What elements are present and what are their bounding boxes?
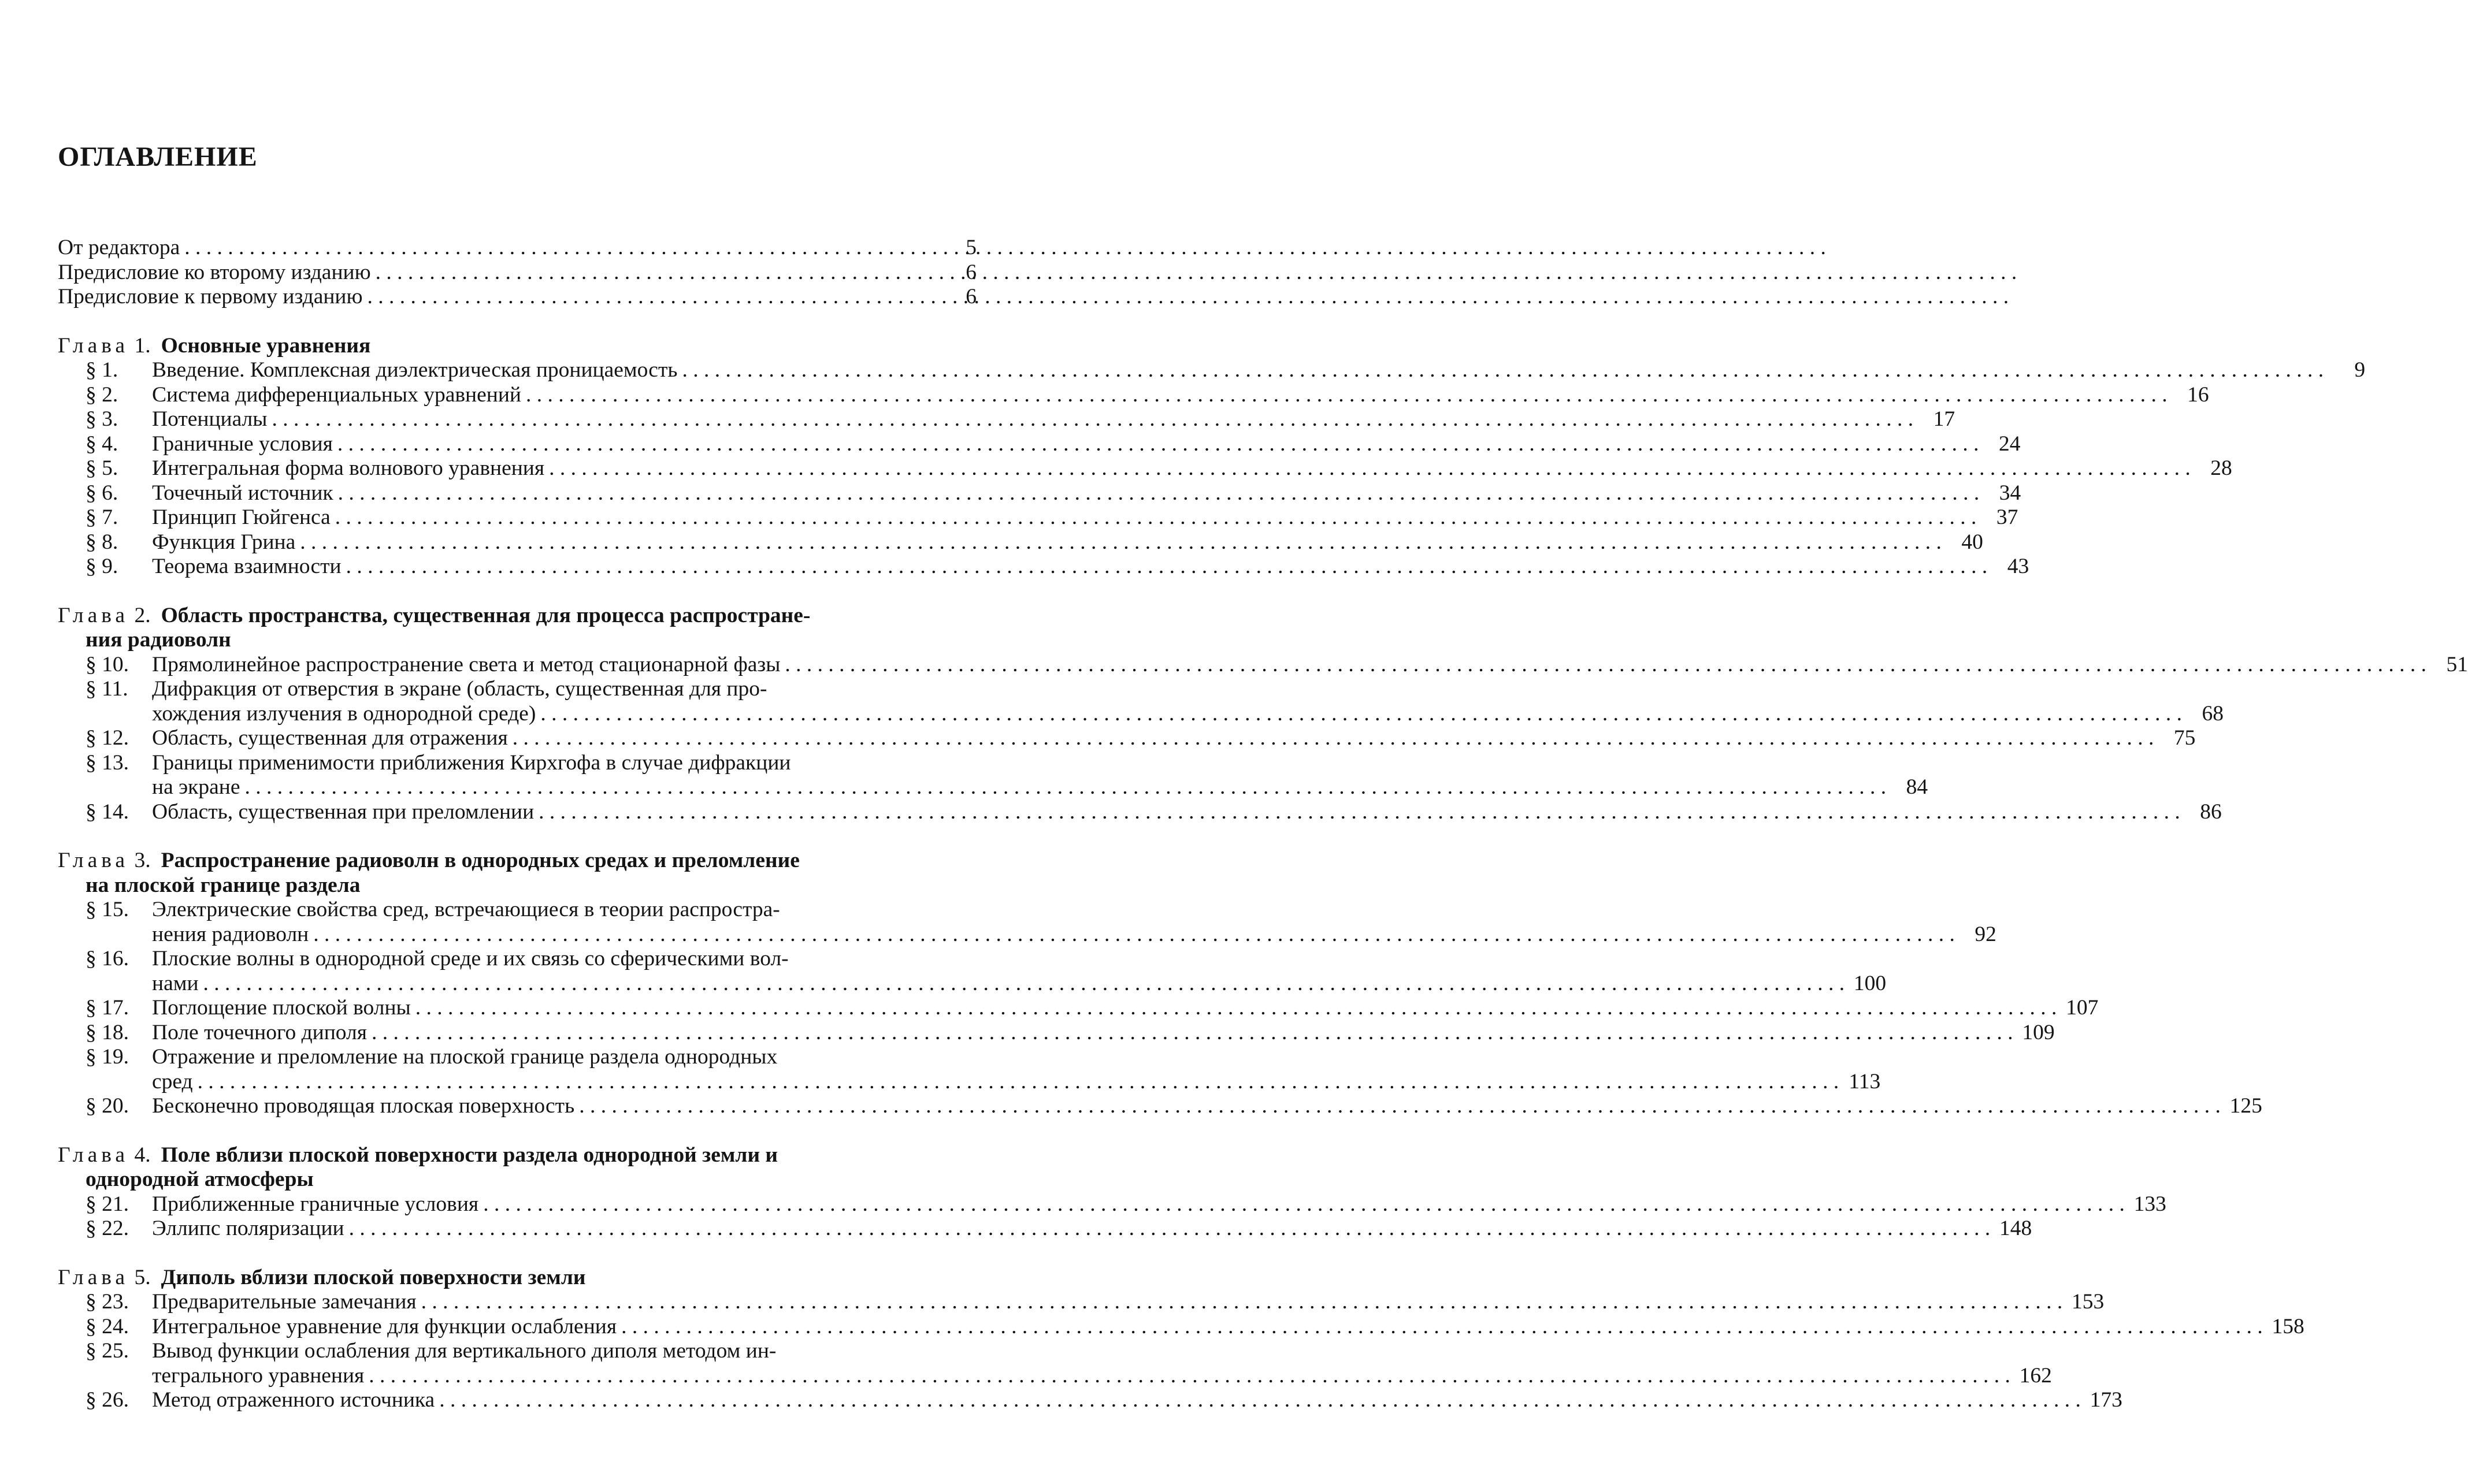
section-title: нения радиоволн xyxy=(152,922,309,946)
section-number: § 6. xyxy=(86,481,118,505)
section-page-number: 37 xyxy=(1996,505,2018,529)
section-page-number: 133 xyxy=(2133,1192,2166,1216)
section-title: Метод отраженного источника xyxy=(152,1388,435,1412)
section-title-last-line xyxy=(152,726,2195,751)
dot-leader xyxy=(349,1217,1991,1241)
section-entry[interactable] xyxy=(58,1217,2032,1241)
dot-leader xyxy=(184,236,935,261)
section-body xyxy=(152,996,2098,1021)
section-page-number: 43 xyxy=(2007,555,2029,578)
dot-leader xyxy=(369,1364,2010,1389)
section-title-last-line xyxy=(152,530,1983,555)
dot-leader xyxy=(376,261,935,285)
section-number: § 12. xyxy=(86,726,129,750)
section-body xyxy=(152,1192,2166,1217)
section-entry[interactable] xyxy=(58,1290,2105,1315)
section-page-number: 125 xyxy=(2229,1094,2262,1118)
dot-leader xyxy=(335,505,1977,530)
section-title: Система дифференциальных уравнений xyxy=(152,382,521,407)
section-page-number: 40 xyxy=(1961,530,1983,554)
section-number: § 18. xyxy=(86,1020,129,1044)
section-title-last-line xyxy=(152,505,2018,530)
section-number: § 5. xyxy=(86,456,118,480)
section-body xyxy=(152,481,2021,506)
section-page-number: 148 xyxy=(1999,1217,2032,1240)
section-title: на экране xyxy=(152,775,240,799)
section-number: § 2. xyxy=(86,382,118,407)
section-number: § 1. xyxy=(86,358,118,382)
dot-leader xyxy=(540,702,2182,727)
chapter-title: Поле вблизи плоской поверхности раздела однородной земли и xyxy=(161,1143,778,1167)
section-title-last-line xyxy=(152,1290,2104,1315)
section-title: Предварительные замечания xyxy=(152,1290,417,1314)
section-body xyxy=(152,358,2365,383)
section-title-last-line xyxy=(152,456,2232,481)
section-title: Прямолинейное распространение света и метод стационарной фазы xyxy=(152,652,781,676)
section-entry[interactable] xyxy=(58,530,1983,555)
dot-leader xyxy=(313,923,1955,947)
section-page-number: 16 xyxy=(2187,382,2209,407)
section-body xyxy=(152,1217,2032,1241)
section-page-number: 75 xyxy=(2173,726,2196,750)
chapter-word: Глава xyxy=(58,333,129,358)
section-number: § 19. xyxy=(86,1045,129,1069)
section-title-last-line xyxy=(152,1070,1880,1095)
section-title: Поглощение плоской волны xyxy=(152,996,411,1020)
chapter-heading[interactable] xyxy=(58,604,977,628)
section-entry[interactable] xyxy=(58,799,2222,825)
section-body xyxy=(152,800,2222,825)
section-entry[interactable] xyxy=(58,1020,2055,1046)
section-body xyxy=(152,1045,1880,1094)
section-title-last-line xyxy=(152,407,1955,432)
dot-leader xyxy=(579,1094,2221,1119)
section-title: тегрального уравнения xyxy=(152,1363,365,1388)
section-entry[interactable] xyxy=(58,1388,2122,1413)
section-entry[interactable] xyxy=(58,555,2029,579)
section-entry[interactable] xyxy=(58,1339,2052,1388)
dot-leader xyxy=(198,1070,1839,1095)
dot-leader xyxy=(338,481,1980,506)
section-title-last-line xyxy=(152,702,2224,727)
section-title-last-line xyxy=(152,996,2098,1021)
section-title: сред xyxy=(152,1069,193,1094)
section-body xyxy=(152,407,1955,432)
dot-leader xyxy=(483,1192,2125,1217)
section-body xyxy=(152,505,2018,530)
section-number: § 21. xyxy=(86,1192,129,1216)
table-of-contents xyxy=(58,236,2468,1413)
section-body xyxy=(152,530,1983,555)
section-title: Введение. Комплексная диэлектрическая проницаемость xyxy=(152,358,678,382)
chapter-title: Основные уравнения xyxy=(161,333,371,358)
section-title-line: Отражение и преломление на плоской границе раздела однородных xyxy=(152,1045,778,1069)
section-title-last-line xyxy=(152,1217,2032,1241)
section-entry[interactable] xyxy=(58,505,2018,530)
chapter-title-continued: на плоской границе раздела xyxy=(86,873,361,897)
section-title-last-line xyxy=(152,432,2021,457)
section-title: Теорема взаимности xyxy=(152,555,342,578)
section-entry[interactable] xyxy=(58,1094,2262,1119)
dot-leader xyxy=(621,1315,2263,1340)
chapter-block xyxy=(58,849,2262,1119)
section-title: Интегральная форма волнового уравнения xyxy=(152,456,545,480)
dot-leader xyxy=(526,383,2168,408)
dot-leader xyxy=(346,555,1988,579)
section-number: § 15. xyxy=(86,898,129,921)
section-page-number: 51 xyxy=(2446,652,2468,676)
section-number: § 3. xyxy=(86,407,118,431)
section-body xyxy=(152,1094,2262,1119)
section-number: § 9. xyxy=(86,555,118,578)
page-title: ОГЛАВЛЕНИЕ xyxy=(58,142,258,172)
chapter-block xyxy=(58,1143,2166,1241)
toc-page-number: 5 xyxy=(966,236,977,259)
dot-leader xyxy=(272,407,1913,432)
section-number: § 7. xyxy=(86,505,118,529)
section-title-last-line xyxy=(152,775,1928,800)
dot-leader xyxy=(203,972,1845,996)
section-number: § 25. xyxy=(86,1339,129,1363)
chapter-block xyxy=(58,333,2366,579)
section-title-line: Границы применимости приближения Кирхгофа в случае дифракции xyxy=(152,750,791,775)
dot-leader xyxy=(372,1021,2013,1046)
section-title-last-line xyxy=(152,1364,2052,1389)
chapter-word: Глава xyxy=(58,1143,129,1167)
section-number: § 17. xyxy=(86,996,129,1020)
section-title: Потенциалы xyxy=(152,407,268,431)
section-title-last-line xyxy=(152,1192,2166,1217)
section-title-last-line xyxy=(152,481,2021,506)
section-title-line: Дифракция от отверстия в экране (область, существенная для про- xyxy=(152,677,767,701)
chapter-word: Глава xyxy=(58,603,129,627)
section-title-last-line xyxy=(152,800,2222,825)
section-number: § 20. xyxy=(86,1094,129,1118)
section-number: § 8. xyxy=(86,530,118,554)
section-body xyxy=(152,1315,2304,1340)
section-entry[interactable] xyxy=(58,432,2021,457)
section-page-number: 173 xyxy=(2090,1388,2122,1412)
section-page-number: 28 xyxy=(2210,456,2232,480)
section-body xyxy=(152,456,2232,481)
toc-page-number: 6 xyxy=(966,285,977,308)
section-entry[interactable] xyxy=(58,677,2224,726)
section-title: Поле точечного диполя xyxy=(152,1020,367,1044)
section-entry[interactable] xyxy=(58,750,1928,800)
chapter-number: 2. xyxy=(134,603,151,627)
section-title-last-line xyxy=(152,1388,2122,1413)
section-title-line: Электрические свойства сред, встречающиеся в теории распростра- xyxy=(152,898,780,921)
section-body xyxy=(152,751,1928,800)
toc-entry[interactable] xyxy=(58,261,977,285)
chapter-title-continued: однородной атмосферы xyxy=(86,1167,314,1191)
section-page-number: 9 xyxy=(2354,358,2366,382)
dot-leader xyxy=(245,775,1887,800)
section-body xyxy=(152,1388,2122,1413)
section-body xyxy=(152,898,1996,947)
dot-leader xyxy=(337,432,1979,457)
toc-entry[interactable] xyxy=(58,236,977,261)
chapter-title: Распространение радиоволн в однородных средах и преломление xyxy=(161,849,800,872)
section-number: § 26. xyxy=(86,1388,129,1412)
section-page-number: 107 xyxy=(2066,996,2099,1020)
section-page-number: 162 xyxy=(2019,1363,2052,1388)
section-title: Принцип Гюйгенса xyxy=(152,505,331,529)
section-entry[interactable] xyxy=(58,407,1955,432)
section-title-line: Вывод функции ослабления для вертикального диполя методом ин- xyxy=(152,1339,777,1363)
chapter-heading[interactable] xyxy=(58,849,977,873)
chapter-block xyxy=(58,603,2468,825)
dot-leader xyxy=(368,285,935,310)
section-title-last-line xyxy=(152,923,1996,947)
section-title: Приближенные граничные условия xyxy=(152,1192,479,1216)
section-page-number: 84 xyxy=(1906,775,1928,799)
chapter-block xyxy=(58,1265,2304,1413)
section-title-last-line xyxy=(152,1094,2262,1119)
section-title-last-line xyxy=(152,653,2468,678)
section-entry[interactable] xyxy=(58,1045,1881,1094)
section-page-number: 24 xyxy=(1999,432,2021,456)
section-title-line: Плоские волны в однородной среде и их связь со сферическими вол- xyxy=(152,947,789,970)
section-body xyxy=(152,1290,2104,1315)
chapter-title: Диполь вблизи плоской поверхности земли xyxy=(161,1265,586,1289)
section-body xyxy=(152,383,2209,408)
section-body xyxy=(152,677,2224,726)
section-title: Область, существенная при преломлении xyxy=(152,799,535,824)
section-entry[interactable] xyxy=(58,996,2099,1021)
section-title: хождения излучения в однородной среде) xyxy=(152,701,536,726)
section-entry[interactable] xyxy=(58,947,1887,996)
section-body xyxy=(152,1339,2052,1388)
section-page-number: 158 xyxy=(2272,1314,2304,1338)
section-number: § 22. xyxy=(86,1217,129,1240)
dot-leader xyxy=(439,1388,2081,1413)
section-title: Интегральное уравнение для функции ослабления xyxy=(152,1314,617,1338)
chapter-word: Глава xyxy=(58,849,129,872)
section-title-last-line xyxy=(152,555,2029,579)
chapter-title: Область пространства, существенная для процесса распростране- xyxy=(161,603,811,627)
toc-page-number: 6 xyxy=(966,260,977,284)
section-title-last-line xyxy=(152,358,2365,383)
dot-leader xyxy=(513,726,2154,751)
section-page-number: 86 xyxy=(2200,799,2222,824)
section-title: Граничные условия xyxy=(152,432,333,456)
toc-entry-label: Предисловие к первому изданию xyxy=(58,285,363,308)
section-title: Функция Грина xyxy=(152,530,296,554)
chapter-heading[interactable] xyxy=(58,334,977,359)
section-page-number: 17 xyxy=(1933,407,1955,431)
section-body xyxy=(152,947,1886,996)
dot-leader xyxy=(300,530,1942,555)
dot-leader xyxy=(682,358,2324,383)
section-body xyxy=(152,726,2195,751)
section-entry[interactable] xyxy=(58,1192,2166,1217)
section-page-number: 113 xyxy=(1849,1069,1881,1094)
section-title: Эллипс поляризации xyxy=(152,1217,344,1240)
section-number: § 23. xyxy=(86,1290,129,1314)
section-body xyxy=(152,555,2029,579)
section-entry[interactable] xyxy=(58,358,2366,383)
section-entry[interactable] xyxy=(58,652,2468,678)
section-number: § 16. xyxy=(86,947,129,970)
section-title: Область, существенная для отражения xyxy=(152,726,508,750)
section-entry[interactable] xyxy=(58,382,2209,408)
section-entry[interactable] xyxy=(58,1314,2304,1340)
chapter-number: 3. xyxy=(134,849,151,872)
chapter-heading[interactable] xyxy=(58,1143,977,1168)
chapter-number: 4. xyxy=(134,1143,151,1167)
dot-leader xyxy=(415,996,2057,1021)
section-number: § 13. xyxy=(86,750,129,775)
toc-entry[interactable] xyxy=(58,285,977,310)
dot-leader xyxy=(785,653,2426,678)
toc-entry-label: От редактора xyxy=(58,236,180,259)
chapter-word: Глава xyxy=(58,1265,129,1289)
section-title: нами xyxy=(152,971,199,995)
section-title-last-line xyxy=(152,383,2209,408)
section-page-number: 34 xyxy=(1999,481,2021,505)
section-page-number: 92 xyxy=(1975,922,1996,946)
section-page-number: 100 xyxy=(1853,971,1887,995)
section-title: Точечный источник xyxy=(152,481,333,505)
dot-leader xyxy=(549,456,2191,481)
chapter-number: 5. xyxy=(134,1265,151,1289)
section-title-last-line xyxy=(152,1315,2304,1340)
section-number: § 10. xyxy=(86,652,129,676)
section-entry[interactable] xyxy=(58,456,2232,481)
section-number: § 14. xyxy=(86,799,129,824)
section-title-last-line xyxy=(152,972,1886,996)
section-body xyxy=(152,432,2021,457)
dot-leader xyxy=(539,800,2180,825)
section-body xyxy=(152,1021,2055,1046)
section-title-last-line xyxy=(152,1021,2055,1046)
section-entry[interactable] xyxy=(58,481,2021,506)
section-page-number: 68 xyxy=(2202,701,2224,726)
section-body xyxy=(152,653,2468,678)
dot-leader xyxy=(421,1290,2063,1315)
section-page-number: 109 xyxy=(2022,1020,2055,1044)
section-number: § 4. xyxy=(86,432,118,456)
toc-entry-label: Предисловие ко второму изданию xyxy=(58,260,371,284)
section-entry[interactable] xyxy=(58,726,2196,751)
section-page-number: 153 xyxy=(2072,1290,2105,1314)
chapter-number: 1. xyxy=(134,333,151,358)
section-number: § 24. xyxy=(86,1314,129,1338)
section-number: § 11. xyxy=(86,677,128,701)
section-entry[interactable] xyxy=(58,898,1996,947)
chapter-title-continued: ния радиоволн xyxy=(86,628,231,652)
section-title: Бесконечно проводящая плоская поверхность xyxy=(152,1094,575,1118)
chapter-heading[interactable] xyxy=(58,1266,977,1290)
